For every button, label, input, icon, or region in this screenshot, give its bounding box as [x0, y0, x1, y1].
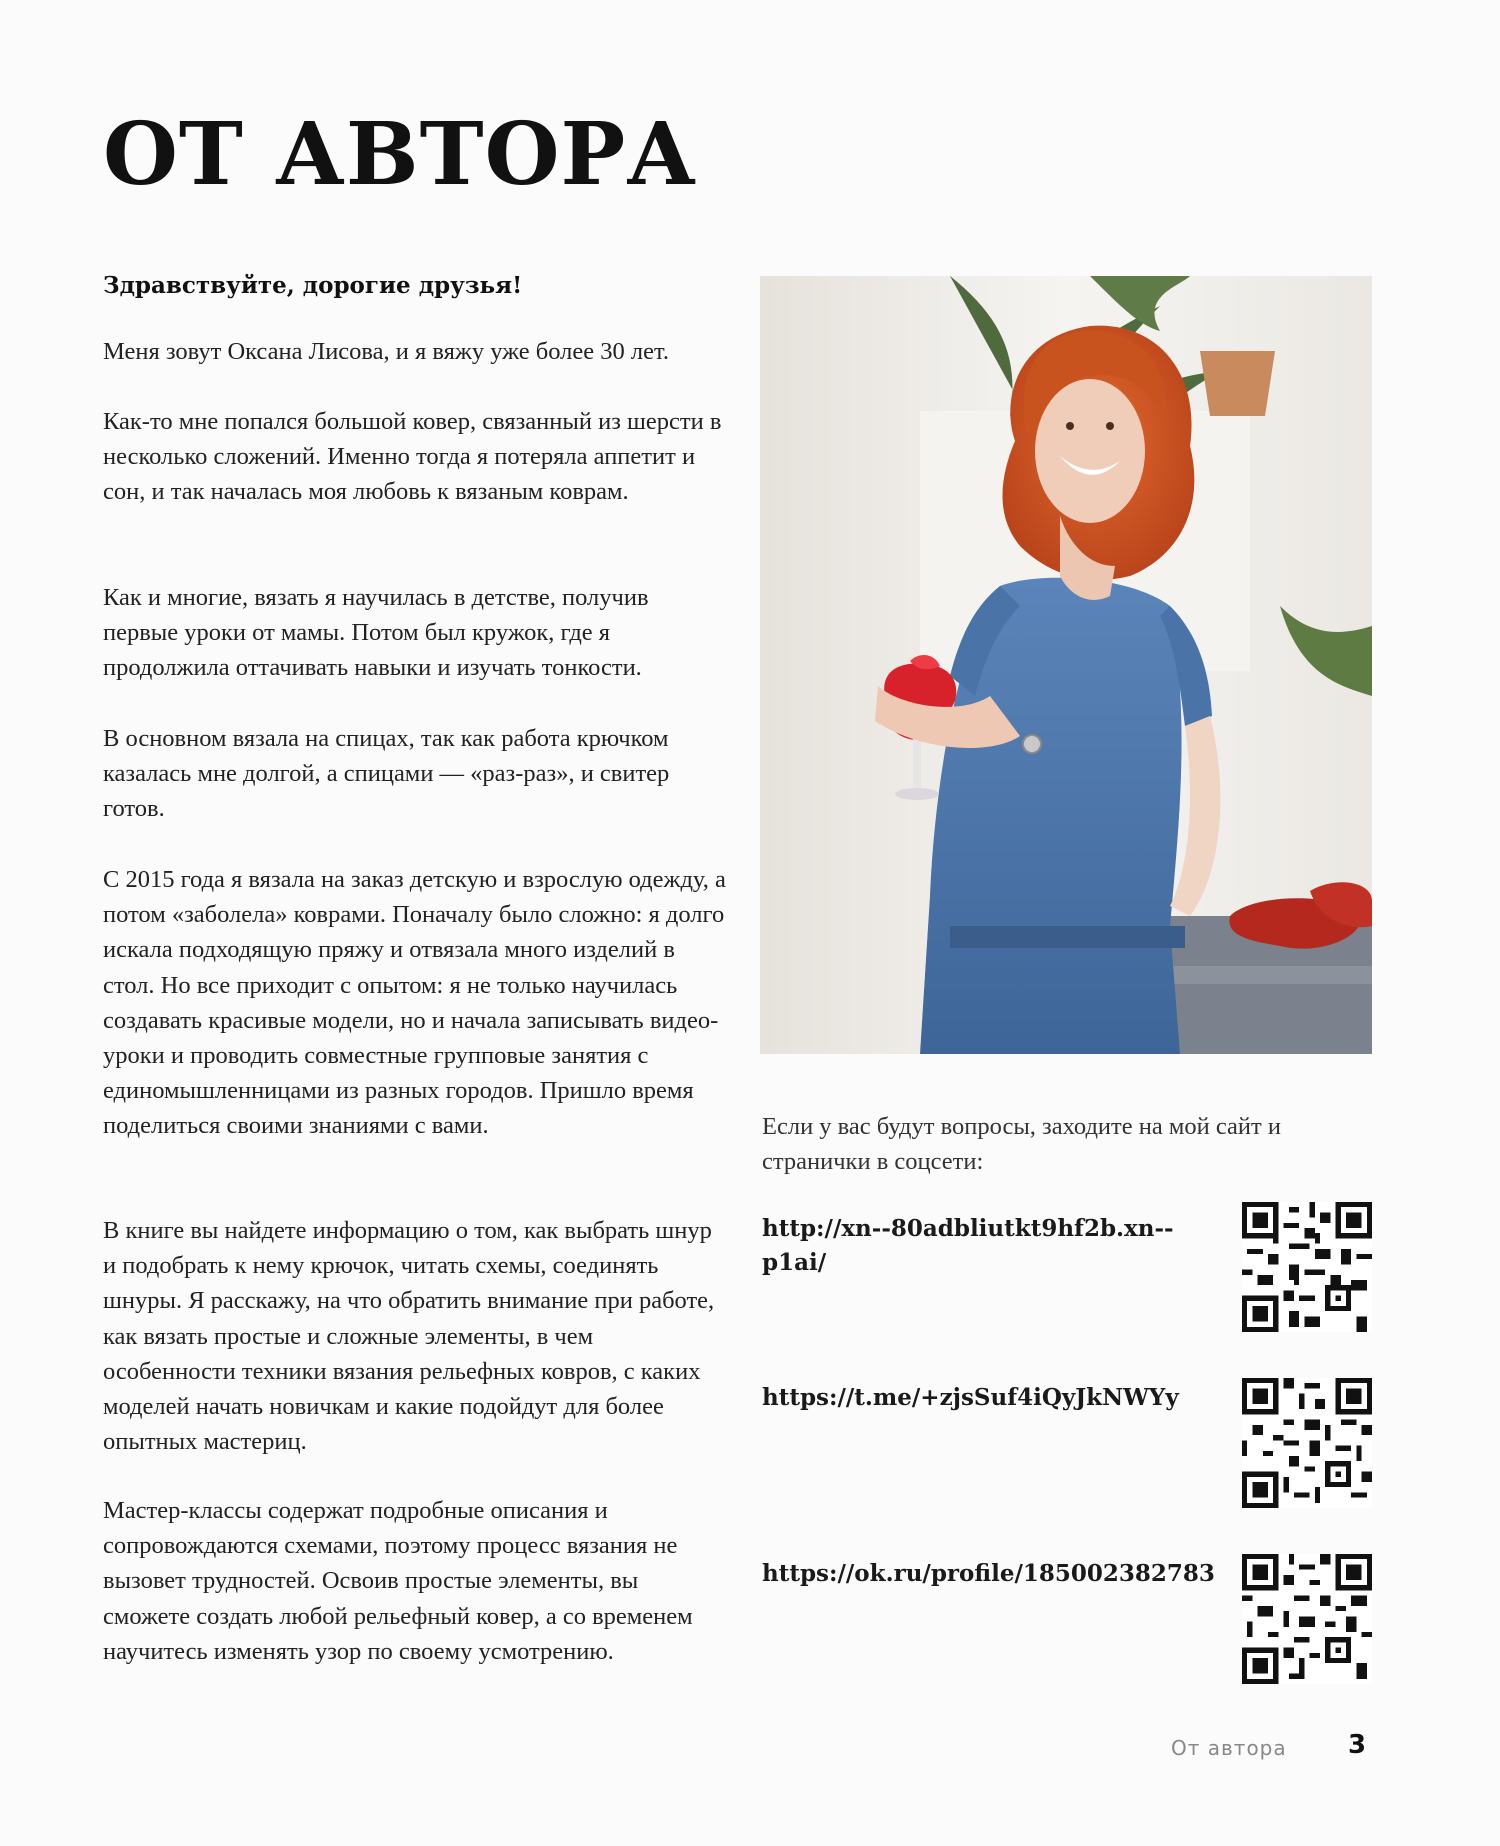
paragraph-childhood: Как и многие, вязать я научилась в детстве, получив первые уроки от мамы. Потом был кружок, где я продолжила оттачивать навыки и изучать тонкости. [103, 584, 649, 682]
paragraph-master-classes: Мастер-классы содержат подробные описания и сопровождаются схемами, поэтому процесс вязания не вызовет трудностей. Освоив простые элементы, вы сможете создать любой рельефный ковер, а со временем научитесь изменять узор по своему усмотрению. [103, 1497, 693, 1665]
qr-code-pattern [1242, 1202, 1372, 1332]
paragraph-carpet-story: Как-то мне попался большой ковер, связанный из шерсти в несколько сложений. Именно тогда я потеряла аппетит и сон, и так началась моя любовь к вязаным коврам. [103, 408, 722, 506]
odnoklassniki-qr-code[interactable] [1242, 1554, 1372, 1684]
paragraph-since-2015: С 2015 года я вязала на заказ детскую и взрослую одежду, а потом «заболела» коврами. Поначалу было сложно: я долго искала подходящую пряжу и отвязала много изделий в стол. Но все приходит с опытом: я не только научилась создавать красивые модели, но и начала записывать видео-уроки и проводить совместные групповые занятия с единомышленницами из разных городов. Пришло время поделиться своими знаниями с вами. [103, 866, 726, 1140]
paragraph-intro: Меня зовут Оксана Лисова, и я вяжу уже более 30 лет. [103, 338, 669, 365]
telegram-link[interactable]: https://t.me/+zjsSuf4iQyJkNWYy [762, 1384, 1179, 1411]
qr-code-pattern [1242, 1554, 1372, 1684]
page-number: 3 [1348, 1730, 1367, 1760]
footer-section-label: От автора [1171, 1736, 1287, 1760]
paragraph-knitting-needles: В основном вязала на спицах, так как работа крючком казалась мне долгой, а спицами — «раз-раз», и свитер готов. [103, 725, 670, 823]
author-photo [760, 276, 1372, 1054]
paragraph-book-contents: В книге вы найдете информацию о том, как выбрать шнур и подобрать к нему крючок, читать схемы, соединять шнуры. Я расскажу, на что обратить внимание при работе, как вязать простые и сложные элементы, в чем особенности техники вязания рельефных ковров, с каких моделей начать новичкам и какие подойдут для более опытных мастериц. [103, 1217, 715, 1456]
contact-invitation: Если у вас будут вопросы, заходите на мой сайт и странички в соцсети: [762, 1113, 1281, 1176]
odnoklassniki-link[interactable]: https://ok.ru/profile/185002382783 [762, 1560, 1215, 1587]
telegram-qr-code[interactable] [1242, 1378, 1372, 1508]
website-link[interactable]: http://xn--80adbliutkt9hf2b.xn--p1ai/ [762, 1215, 1174, 1276]
greeting-heading: Здравствуйте, дорогие друзья! [103, 272, 523, 299]
page-title: ОТ АВТОРА [103, 104, 698, 205]
website-qr-code[interactable] [1242, 1202, 1372, 1332]
qr-code-pattern [1242, 1378, 1372, 1508]
